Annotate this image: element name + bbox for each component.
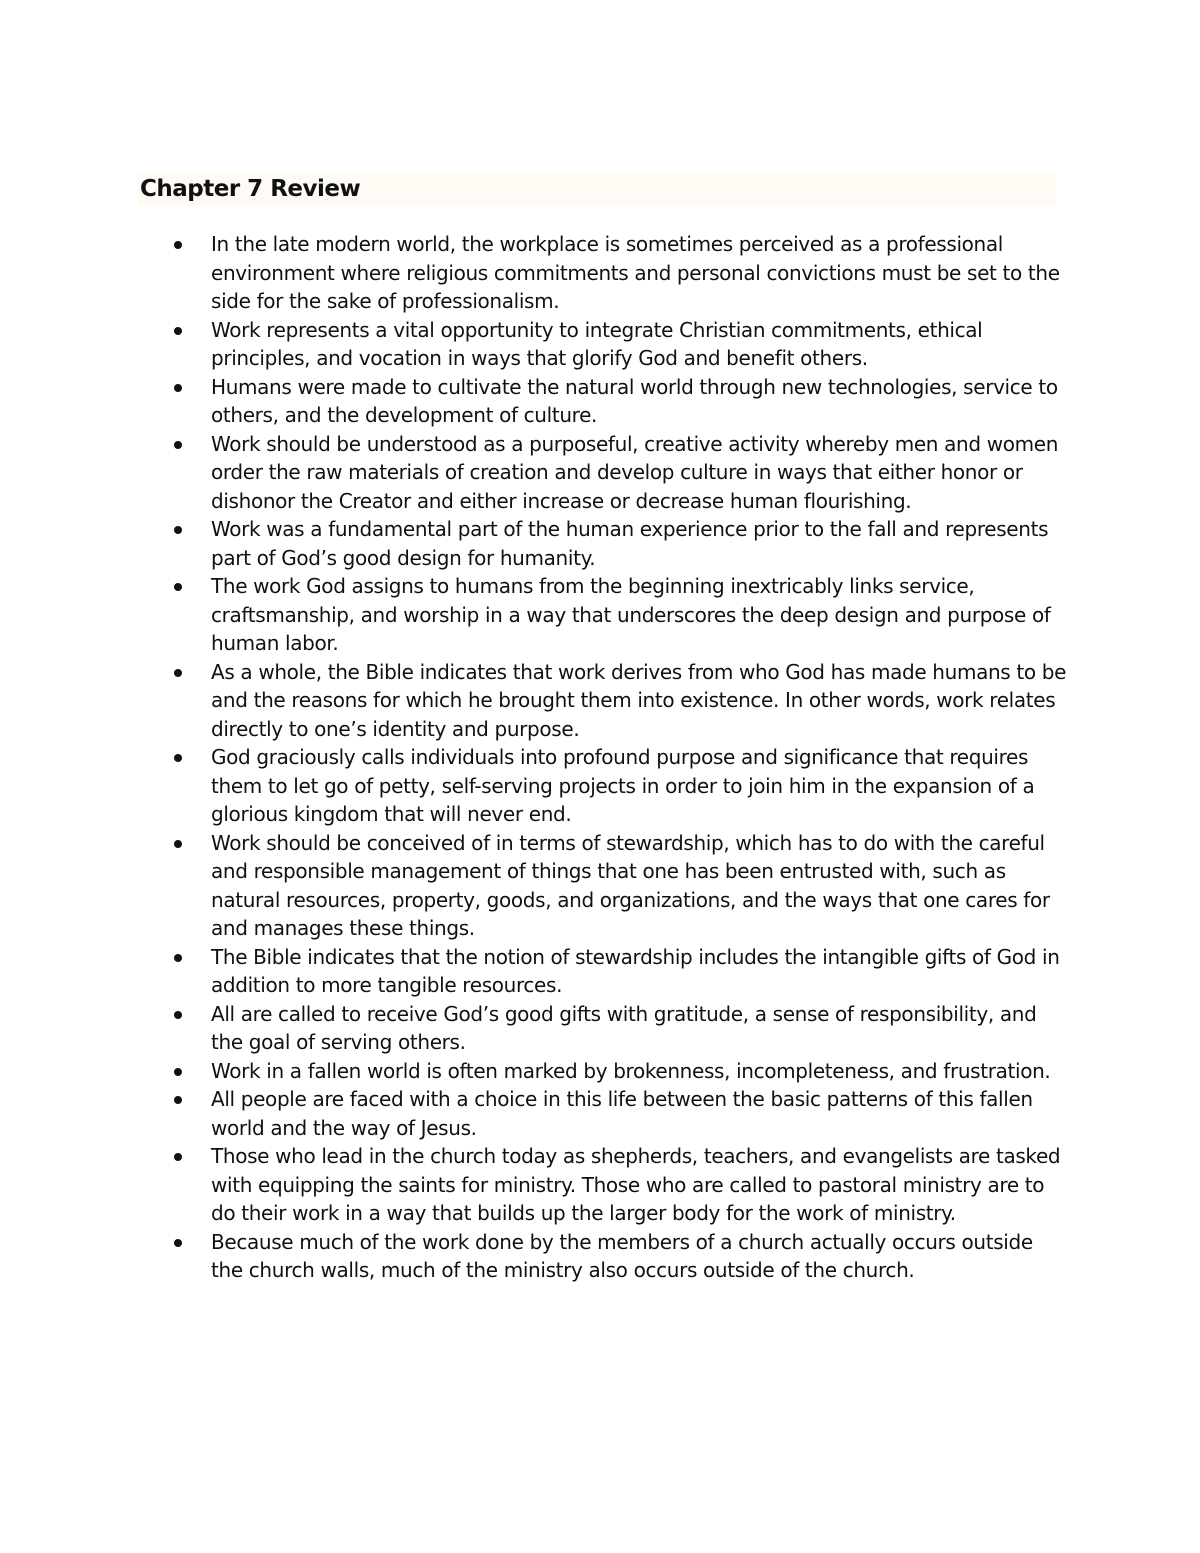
review-point-text: As a whole, the Bible indicates that work derives from who God has made humans to be and the reasons for which he brought them into existence. In other words, work relates directly to one’s identity and purpose. xyxy=(211,659,1067,741)
bullet-icon xyxy=(174,840,182,848)
review-point xyxy=(168,829,1068,943)
review-point-text: Because much of the work done by the members of a church actually occurs outside the church walls, much of the ministry also occurs outside of the church. xyxy=(211,1229,1033,1282)
bullet-icon xyxy=(174,441,182,449)
review-point xyxy=(168,316,1068,373)
review-point xyxy=(168,230,1068,316)
review-point xyxy=(168,515,1068,572)
chapter-title: Chapter 7 Review xyxy=(140,176,361,202)
bullet-icon xyxy=(174,1239,182,1247)
review-point xyxy=(168,572,1068,658)
review-point-text: The Bible indicates that the notion of stewardship includes the intangible gifts of God in addition to more tangible resources. xyxy=(211,944,1060,997)
review-point xyxy=(168,658,1068,744)
review-points-list xyxy=(168,230,1068,1285)
bullet-icon xyxy=(174,1096,182,1104)
bullet-icon xyxy=(174,526,182,534)
bullet-icon xyxy=(174,754,182,762)
review-point xyxy=(168,1000,1068,1057)
review-point-text: In the late modern world, the workplace is sometimes perceived as a professional environment where religious commitments and personal convictions must be set to the side for the sake of professionalism. xyxy=(211,232,1060,313)
bullet-icon xyxy=(174,1153,182,1161)
review-point xyxy=(168,1085,1068,1142)
review-point xyxy=(168,373,1068,430)
review-point-text: God graciously calls individuals into profound purpose and significance that requires them to let go of petty, self-serving projects in order to join him in the expansion of a glorious kingdom that will never end. xyxy=(211,745,1035,826)
bullet-icon xyxy=(174,1068,182,1076)
bullet-icon xyxy=(174,954,182,962)
bullet-icon xyxy=(174,327,182,335)
bullet-icon xyxy=(174,583,182,591)
review-point-text: Work represents a vital opportunity to integrate Christian commitments, ethical principles, and vocation in ways that glorify God and benefit others. xyxy=(211,317,983,370)
review-point-text: Those who lead in the church today as shepherds, teachers, and evangelists are tasked with equipping the saints for ministry. Those who are called to pastoral ministry are to do their work in a way that builds up the larger body for the work of ministry. xyxy=(211,1144,1061,1225)
review-point xyxy=(168,743,1068,829)
review-point-text: Work was a fundamental part of the human experience prior to the fall and represents part of God’s good design for humanity. xyxy=(211,517,1049,570)
review-point xyxy=(168,1142,1068,1228)
review-point xyxy=(168,430,1068,516)
bullet-icon xyxy=(174,669,182,677)
review-point-text: The work God assigns to humans from the beginning inextricably links service, craftsmanship, and worship in a way that underscores the deep design and purpose of human labor. xyxy=(211,574,1051,655)
review-point-text: Humans were made to cultivate the natural world through new technologies, service to others, and the development of culture. xyxy=(211,374,1058,427)
bullet-icon xyxy=(174,1011,182,1019)
bullet-icon xyxy=(174,384,182,392)
review-point xyxy=(168,1057,1068,1086)
bullet-icon xyxy=(174,241,182,249)
review-point-text: Work should be understood as a purposeful, creative activity whereby men and women order the raw materials of creation and develop culture in ways that either honor or dishonor the Creator and either increase or decrease human flourishing. xyxy=(211,431,1059,513)
review-point-text: Work in a fallen world is often marked by brokenness, incompleteness, and frustration. xyxy=(211,1058,1051,1083)
review-point xyxy=(168,1228,1068,1285)
review-point xyxy=(168,943,1068,1000)
review-point-text: All are called to receive God’s good gifts with gratitude, a sense of responsibility, and the goal of serving others. xyxy=(211,1001,1037,1054)
review-point-text: Work should be conceived of in terms of stewardship, which has to do with the careful and responsible management of things that one has been entrusted with, such as natural resources, property, goods, and organizations, and the ways that one cares for and manages these things. xyxy=(211,830,1050,940)
review-point-text: All people are faced with a choice in this life between the basic patterns of this fallen world and the way of Jesus. xyxy=(211,1087,1033,1140)
